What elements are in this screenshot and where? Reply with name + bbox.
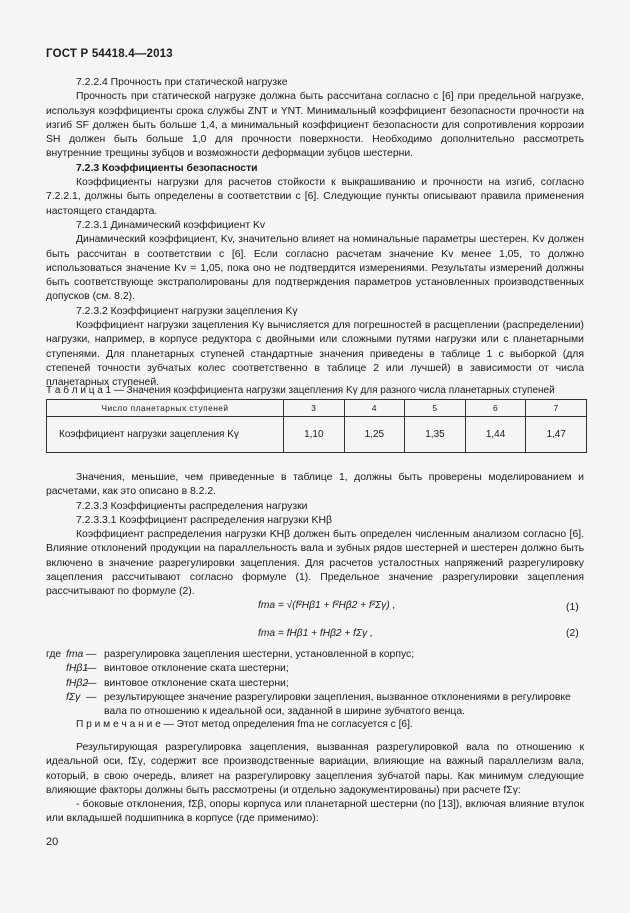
section-7233-title: 7.2.3.3 Коэффициенты распределения нагрузки [76,500,308,512]
list-item: fHβ1 — винтовое отклонение ската шестерни; [46,662,586,676]
section-723-title: 7.2.3 Коэффициенты безопасности [76,162,258,174]
table-cell: 4 [344,400,405,417]
symbol-description: результирующее значение разрегулировки зацепления, вызванное отклонениями в регулировке вала по отношению к идеальной оси, заданной в ширине зубчатого венца. [104,691,571,718]
section-7224-title: 7.2.2.4 Прочность при статической нагрузке [76,77,288,88]
note: П р и м е ч а н и е — Этот метод определения fma не согласуется с [6]. [76,719,413,730]
symbol: fΣγ [66,691,81,703]
formula-1: fma = √(f²Hβ1 + f²Hβ2 + f²Σγ) , [258,600,396,611]
section-7224-text: Прочность при статической нагрузке должна быть рассчитана согласно с [6] при предельной нагрузке, используя коэффициенты срока службы ZNT и YNT. Минимальный коэффициент безопасности прочности на изгиб SF должен быть больше 1,4, а минимальный коэффициент безопасности для сопротивления коррозии SH должен быть больше 1,0 для прочности поверхности. Необходимо дополнительно рассмотреть внутренние трещины зубцов и возможности деформации зубцов шестерни. [46,91,584,160]
section-7232-title: 7.2.3.2 Коэффициент нагрузки зацепления Kγ [76,305,298,317]
symbol-definitions [46,648,586,719]
table-row [47,417,587,453]
symbol-description: разрегулировка зацепления шестерни, установленной в корпус; [104,649,415,660]
table-cell: 1,25 [344,417,405,453]
section-7232-text: Коэффициент нагрузки зацепления Kγ вычисляется для погрешностей в расщеплении (распределении) нагрузки, например, в корпусе редуктора с двойными или сложными путями нагрузки или с планетарными ступенями. Для планетарных ступеней стандартные значения приведены в таблице 1 с выборкой (для степеней точности зубчатых колес соответственно в таблице 2 или лучшей) в зависимости от числа планетарных ступеней. [46,320,584,389]
table-cell: 1,35 [405,417,466,453]
formula-1-number: (1) [566,602,579,613]
body-text-top [46,76,584,391]
section-72331-title: 7.2.3.3.1 Коэффициент распределения нагрузки KHβ [76,514,332,526]
planetary-stages-table [46,399,587,453]
table-caption: Т а б л и ц а 1 — Значения коэффициента нагрузки зацепления Kγ для разного числа планетарных ступеней [46,385,555,396]
list-item: fHβ2 — винтовое отклонение ската шестерни; [46,677,586,691]
table-row [47,400,587,417]
table-cell: 6 [465,400,526,417]
table-cell: 3 [284,400,345,417]
table-cell: 1,44 [465,417,526,453]
list-item: fΣγ — результирующее значение разрегулировки зацепления, вызванное отклонениями в регулировке вала по отношению к идеальной оси, заданной в ширине зубчатого венца. [46,691,586,720]
table-header-cell: Число планетарных ступеней [47,400,284,417]
table-cell: 7 [526,400,587,417]
table-cell: 5 [405,400,466,417]
symbol: fma [66,649,84,660]
after-table-text: Значения, меньшие, чем приведенные в таблице 1, должны быть проверены моделированием и расчетами, как это описано в 8.2.2. [46,472,584,498]
symbol-description: винтовое отклонение ската шестерни; [104,663,289,675]
table-cell: 1,47 [526,417,587,453]
formula-2: fma = fHβ1 + fHβ2 + fΣγ , [258,628,373,639]
symbol-description: винтовое отклонение ската шестерни; [104,677,289,689]
section-723-text: Коэффициенты нагрузки для расчетов стойкости к выкрашиванию и прочности на изгиб, согласно 7.2.2.1, должны быть определены в соответствии с [6]. Следующие пункты описывают правила применения настоящего стандарта. [46,177,584,217]
body-text-middle [46,471,584,600]
section-7231-title: 7.2.3.1 Динамический коэффициент Kv [76,219,266,231]
body-text-bottom [46,741,584,827]
page-number: 20 [46,836,59,848]
list-item: где fma — разрегулировка зацепления шестерни, установленной в корпус; [46,648,586,662]
table-row-label: Коэффициент нагрузки зацепления Kγ [47,417,284,453]
where-intro: где [46,649,62,660]
section-7231-text: Динамический коэффициент, Kv, значительно влияет на номинальные параметры шестерен. Kv должен быть рассчитан в соответствии с [6]. Если согласно расчетам значение Kv менее 1,05, то должно использоваться значение Kv = 1,05, пока оно не подтвердится измерениями. Результаты измерений должны быть соответствующе экстраполированы для подтверждения параметров установленных производственных допусков (см. 8.2). [46,234,584,303]
symbol: fHβ2 [66,677,89,689]
table-cell: 1,10 [284,417,345,453]
final-text-1: Результирующая разрегулировка зацепления, вызванная разрегулировкой вала по отношению к идеальной оси, fΣγ, содержит все производственные вариации, влияющие на важный параллелизм вала, который, в свою очередь, влияет на разрегулировку зацепления зубчатой пары. Как минимум следующие влияющие факторы должны быть рассмотрены (и отдельно задокументированы) при расчете fΣγ: [46,742,584,796]
section-72331-text: Коэффициент распределения нагрузки KHβ должен быть определен численным анализом согласно [6]. Влияние отклонений продукции на параллельность вала и зубных рядов шестерней и шестерен должно быть включено в значение разрегулировки зацепления. Для расчетов усталостных напряжений разрегулировку зацепления рассчитывают согласно формуле (1). Предельное значение разрегулировки зацепления рассчитывают по формуле (2). [46,529,584,598]
final-text-2: - боковые отклонения, fΣβ, опоры корпуса или планетарной шестерни (по [13]), включая влияние втулок или вкладышей подшипника в корпусе (где применимо): [46,799,584,825]
formula-2-number: (2) [566,628,579,639]
symbol: fHβ1 [66,663,89,675]
document-header: ГОСТ Р 54418.4—2013 [46,48,173,60]
